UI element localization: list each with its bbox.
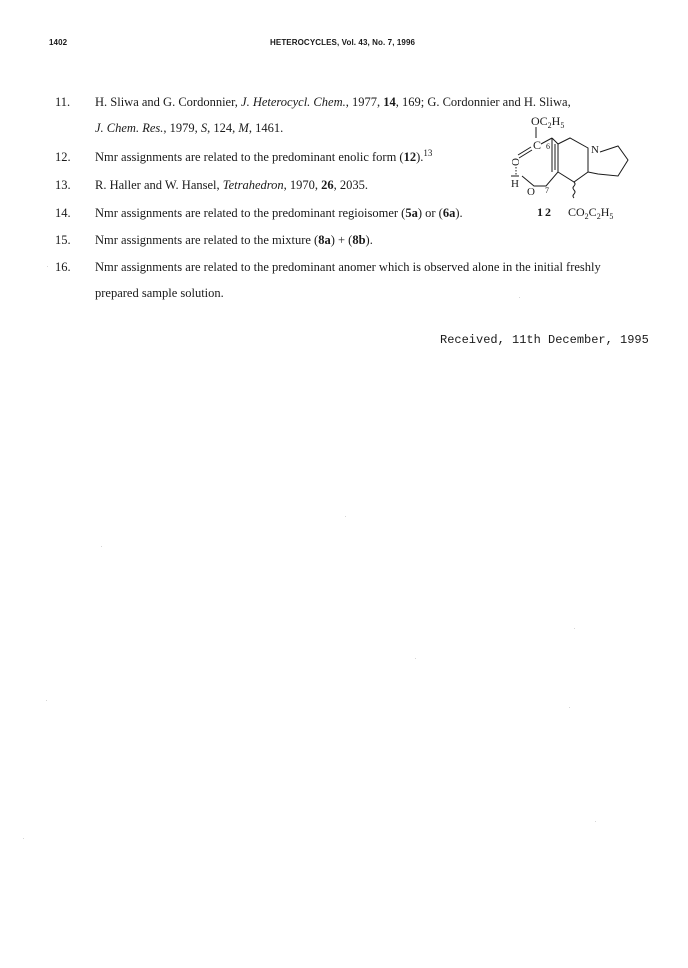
top-group-O: OC (531, 114, 548, 128)
scan-speck (345, 516, 346, 517)
received-date: Received, 11th December, 1995 (440, 333, 649, 347)
scan-speck (23, 838, 24, 839)
reference-number: 12. (55, 150, 71, 164)
reference-number: 11. (55, 95, 71, 109)
reference-text-continued: J. Chem. Res., 1979, S, 124, M, 1461. (95, 121, 284, 135)
scan-speck (101, 546, 102, 547)
reference-text: H. Sliwa and G. Cordonnier, J. Heterocycl. Chem., 1977, 14, 169; G. Cordonnier and H. Sliwa, (95, 95, 571, 109)
reference-number: 16. (55, 260, 71, 274)
page-header (0, 38, 688, 54)
chemical-structure-12 (500, 114, 670, 229)
ethoxy-group-label: $OC_2H_5$ (531, 114, 565, 130)
scan-speck (569, 707, 570, 708)
scan-speck (595, 821, 596, 822)
scan-speck (46, 700, 47, 701)
nitrogen-label: N (591, 144, 599, 156)
reference-number: 13. (55, 178, 71, 192)
running-head: HETEROCYCLES, Vol. 43, No. 7, 1996 (270, 38, 416, 47)
reference-text: Nmr assignments are related to the predominant anomer which is observed alone in the initial freshly (95, 260, 601, 274)
wavy-bond (573, 182, 575, 198)
ring-oxygen-label: O (527, 186, 535, 198)
piperidine-ring (558, 138, 588, 182)
page-number: 1402 (49, 38, 68, 47)
carbon-label: C (533, 138, 542, 152)
scan-speck (574, 628, 575, 629)
reference-text: Nmr assignments are related to the mixture (8a) + (8b). (95, 233, 373, 247)
ester-group-label: $CO_2C_2H_5$ (568, 205, 614, 221)
reference-text-continued: prepared sample solution. (95, 286, 224, 300)
compound-number: 12 (537, 205, 553, 219)
reference-text: R. Haller and W. Hansel, Tetrahedron, 1970, 26, 2035. (95, 178, 369, 192)
scan-speck (415, 658, 416, 659)
position-7-label: 7 (545, 186, 549, 195)
position-6-label: 6 (546, 142, 550, 151)
carbonyl-oxygen-label: O (510, 158, 522, 166)
scan-speck (519, 297, 520, 298)
scan-speck (47, 266, 48, 267)
reference-text: Nmr assignments are related to the predominant regioisomer (5a) or (6a). (95, 206, 463, 220)
reference-number: 14. (55, 206, 71, 220)
reference-text: Nmr assignments are related to the predominant enolic form (12).$^{13}$ (95, 148, 433, 164)
reference-number: 15. (55, 233, 71, 247)
hydrogen-label: H (511, 178, 519, 190)
